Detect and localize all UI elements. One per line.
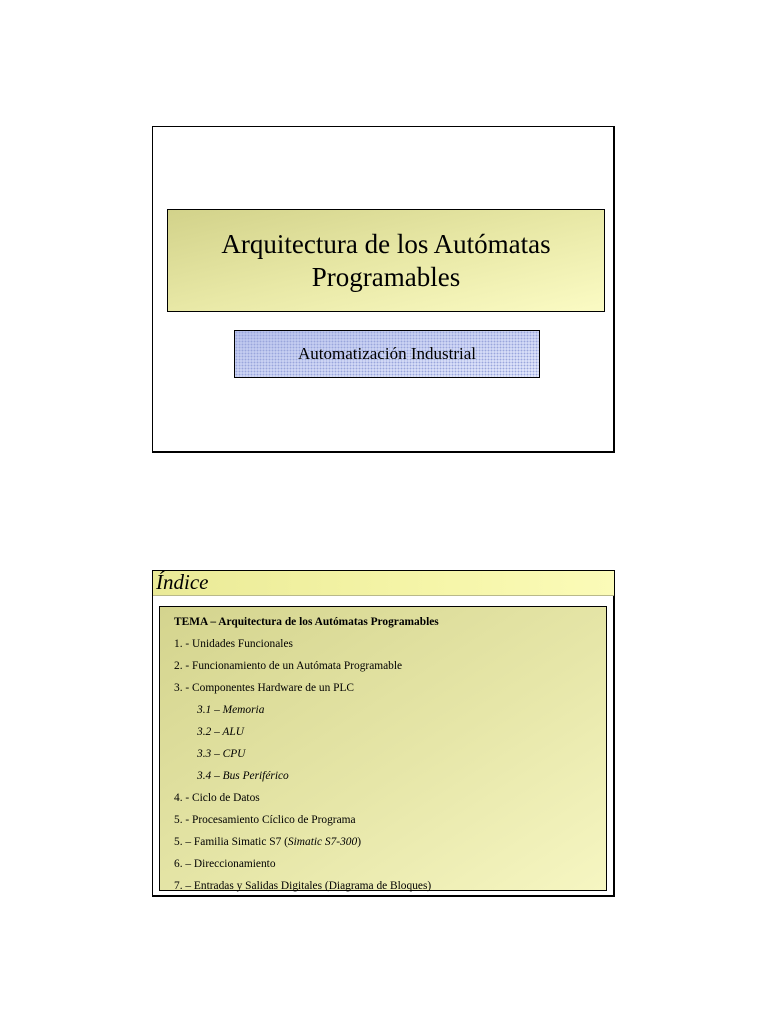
index-title: Índice [156,570,209,594]
toc-list [160,607,606,897]
slide-title-line-2: Programables [311,261,461,292]
toc-item: 4. - Ciclo de Datos [174,792,260,804]
toc-subitem: 3.2 – ALU [197,726,244,738]
toc-item: 5. - Procesamiento Cíclico de Programa [174,814,356,826]
toc-familia-suffix: ) [357,836,361,848]
title-box [167,209,605,312]
toc-item-familia [174,831,606,853]
slide-2 [152,570,615,897]
toc-subitem: 3.3 – CPU [197,748,246,760]
toc-item: 6. – Direccionamiento [174,858,276,870]
toc-box [159,606,607,891]
toc-heading: TEMA – Arquitectura de los Autómatas Programables [174,616,439,628]
slide-1 [152,126,615,453]
subtitle-box [234,330,540,378]
toc-familia-prefix: 5. – Familia Simatic S7 ( [174,836,288,848]
toc-familia-model: Simatic S7-300 [287,836,358,848]
slide-title [186,228,586,294]
toc-item: 3. - Componentes Hardware de un PLC [174,682,354,694]
toc-item: 1. - Unidades Funcionales [174,638,293,650]
slide-title-line-1: Arquitectura de los Autómatas [221,228,551,259]
toc-subitem: 3.4 – Bus Periférico [197,770,289,782]
toc-item: 7. – Entradas y Salidas Digitales (Diagrama de Bloques) [174,880,432,892]
index-header [153,571,614,596]
toc-subitem: 3.1 – Memoria [197,704,265,716]
slide-subtitle: Automatización Industrial [298,344,476,363]
toc-item: 2. - Funcionamiento de un Autómata Programable [174,660,403,672]
